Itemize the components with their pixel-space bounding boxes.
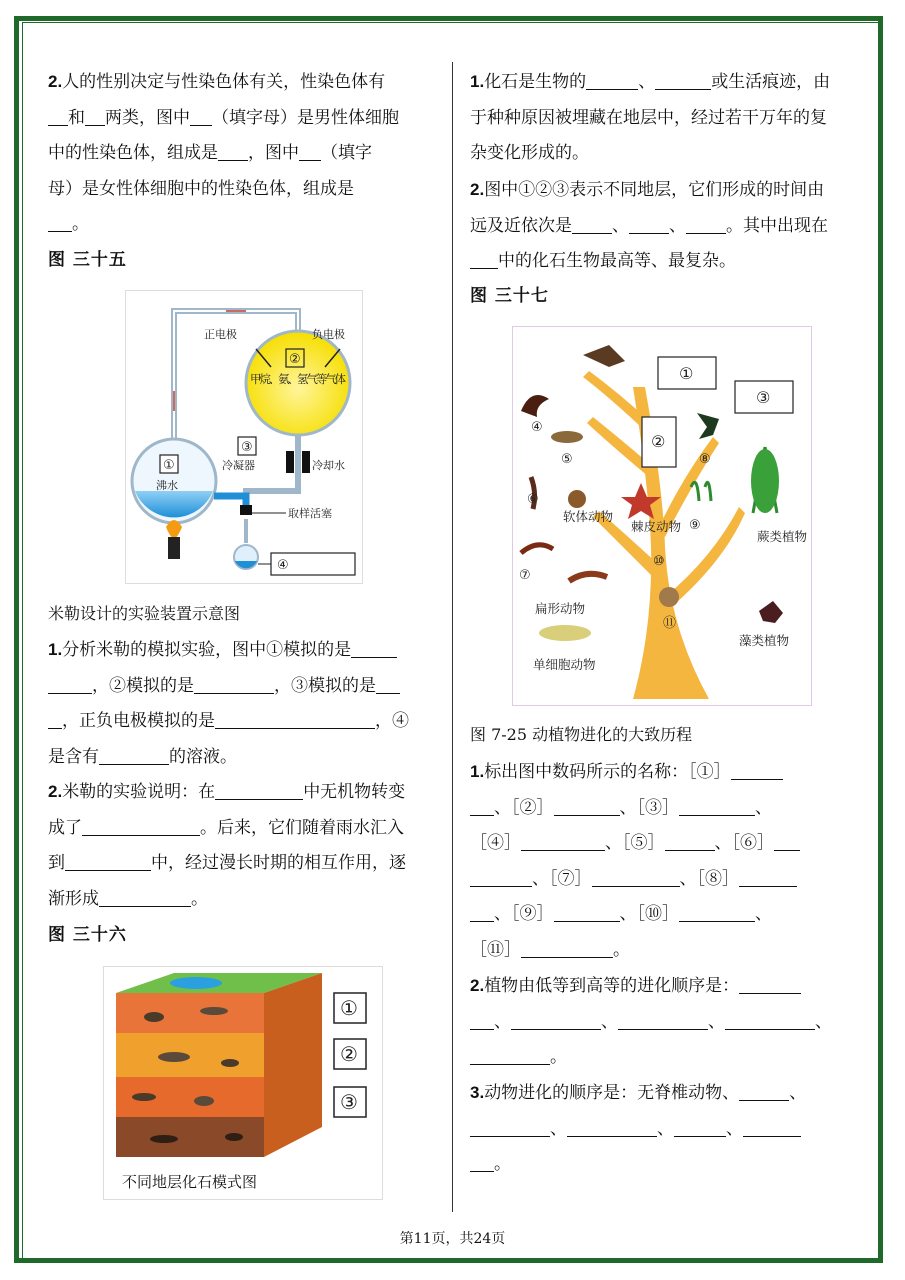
tree-marker-3: ③ (756, 388, 771, 407)
label-condenser: 冷凝器 (222, 459, 255, 472)
question-fossil-definition: 1.化石是生物的 、 或生活痕迹，由 于种种原因被埋藏在地层中，经过若干万年的复 杂变化形成的。 (470, 72, 831, 163)
layer-2 (116, 1033, 264, 1077)
eagle-icon (583, 345, 625, 367)
condenser-clamp (286, 451, 294, 473)
layer-marker-3: ③ (340, 1090, 358, 1114)
label-algae: 藻类植物 (739, 633, 790, 648)
lake (170, 977, 222, 989)
figure-37-caption: 图 7-25 动植物进化的大致历程 (470, 725, 693, 744)
column-divider (452, 62, 453, 1212)
moss-icon (697, 413, 719, 439)
tree-marker-7: ⑦ (519, 568, 531, 583)
fossil-icon (221, 1059, 239, 1067)
tree-marker-11: ⑪ (663, 616, 677, 631)
tree-marker-5: ⑤ (561, 452, 573, 467)
question-plant-evolution: 2.植物由低等到高等的进化顺序是： 、 、 、 、 。 (470, 976, 832, 1067)
figure-36-fossil-layers (103, 966, 383, 1200)
label-echinoderm: 棘皮动物 (631, 519, 682, 534)
layer-1 (116, 993, 264, 1033)
fossil-icon (144, 1012, 164, 1022)
label-mollusk: 软体动物 (563, 509, 614, 524)
question-animal-evolution: 3.动物进化的顺序是：无脊椎动物、 、 、 、 、 。 (470, 1083, 807, 1174)
horsetail-icon (691, 482, 711, 501)
question-miller-conclusion: 2.米勒的实验说明：在 中无机物转变 成了 。后来，它们随着雨水汇入 到 中，经过漫长时期的相互作用，逐 渐形成 。 (48, 782, 406, 909)
figure-36-heading: 图 三十六 (48, 925, 127, 945)
label-negative-electrode: 负电极 (312, 328, 345, 341)
label-positive-electrode: 正电极 (204, 328, 237, 341)
question-miller-analysis: 1.分析米勒的模拟实验，图中①模拟的是 ，②模拟的是 ，③模拟的是 ，正负电极模拟的是 ，④ 是含有 的溶液。 (48, 640, 409, 767)
tree-marker-9: ⑨ (689, 518, 701, 533)
tree-marker-10: ⑩ (653, 554, 665, 569)
fossil-icon (194, 1096, 214, 1106)
fossil-icon (158, 1052, 190, 1062)
hydra-icon (659, 587, 679, 607)
marker-3: ③ (241, 440, 253, 455)
fossil-layers-diagram (104, 967, 382, 1199)
figure-35-heading: 图 三十五 (48, 250, 127, 270)
figure-35-caption: 米勒设计的实验装置示意图 (48, 604, 241, 623)
question-layer-order: 2.图中①②③表示不同地层，它们形成的时间由 远及近依次是 、 、 。其中出现在 中的化石生物最高等、最复杂。 (470, 180, 828, 271)
label-gas: 甲烷、氨、氢气等气体 (250, 372, 346, 386)
question-sex-chromosome: 2.人的性别决定与性染色体有关，性染色体有 和 两类，图中 （填字母）是男性体细胞 中的性染色体，组成是 ，图中 （填字 母）是女性体细胞中的性染色体，组成是 。 (48, 72, 399, 234)
flatworm-icon (569, 574, 607, 581)
sampling-valve (240, 505, 252, 515)
tree-marker-2: ② (651, 432, 666, 451)
tree-marker-8: ⑧ (699, 452, 711, 467)
label-unicellular: 单细胞动物 (533, 657, 596, 672)
figure-35-miller-apparatus (125, 290, 363, 584)
algae-icon (759, 601, 783, 623)
marker-1: ① (163, 458, 175, 473)
evolution-tree-diagram (513, 327, 811, 705)
snake-icon (521, 395, 549, 417)
leech-icon (521, 545, 553, 553)
figure-36-caption: 不同地层化石模式图 (122, 1173, 258, 1191)
fish-icon (551, 431, 583, 443)
marker-2: ② (289, 352, 301, 367)
miller-apparatus-diagram (126, 291, 362, 583)
layer-marker-1: ① (340, 996, 358, 1020)
label-sampling-valve: 取样活塞 (288, 507, 332, 520)
fossil-icon (200, 1007, 228, 1015)
fossil-icon (150, 1135, 178, 1143)
condenser-clamp (302, 451, 310, 473)
fossil-icon (132, 1093, 156, 1101)
marker-4: ④ (277, 558, 289, 573)
label-boiling-water: 沸水 (156, 479, 178, 492)
figure-37-evolution-tree (512, 326, 812, 706)
figure-37-heading: 图 三十七 (470, 286, 549, 306)
tree-marker-6: ⑥ (527, 492, 539, 507)
label-cooling-water: 冷却水 (312, 459, 345, 472)
tree-marker-4: ④ (531, 420, 543, 435)
snail-icon (568, 490, 586, 508)
layer-marker-2: ② (340, 1042, 358, 1066)
label-fern: 蕨类植物 (757, 529, 808, 544)
page-number: 第11页，共24页 (399, 1231, 506, 1247)
protozoa-icon (539, 625, 591, 641)
label-flatworm: 扁形动物 (535, 601, 586, 616)
fern-icon (751, 449, 779, 513)
fossil-icon (225, 1133, 243, 1141)
question-tree-labels: 1.标出图中数码所示的名称：［①］ 、［②］ 、［③］ 、 ［④］ 、［⑤］ 、［⑥］ 、［⑦］ 、［⑧］ 、［⑨］ 、［⑩］ 、 ［⑪］ 。 (470, 754, 858, 968)
burner (168, 537, 180, 559)
tree-marker-1: ① (679, 364, 694, 383)
